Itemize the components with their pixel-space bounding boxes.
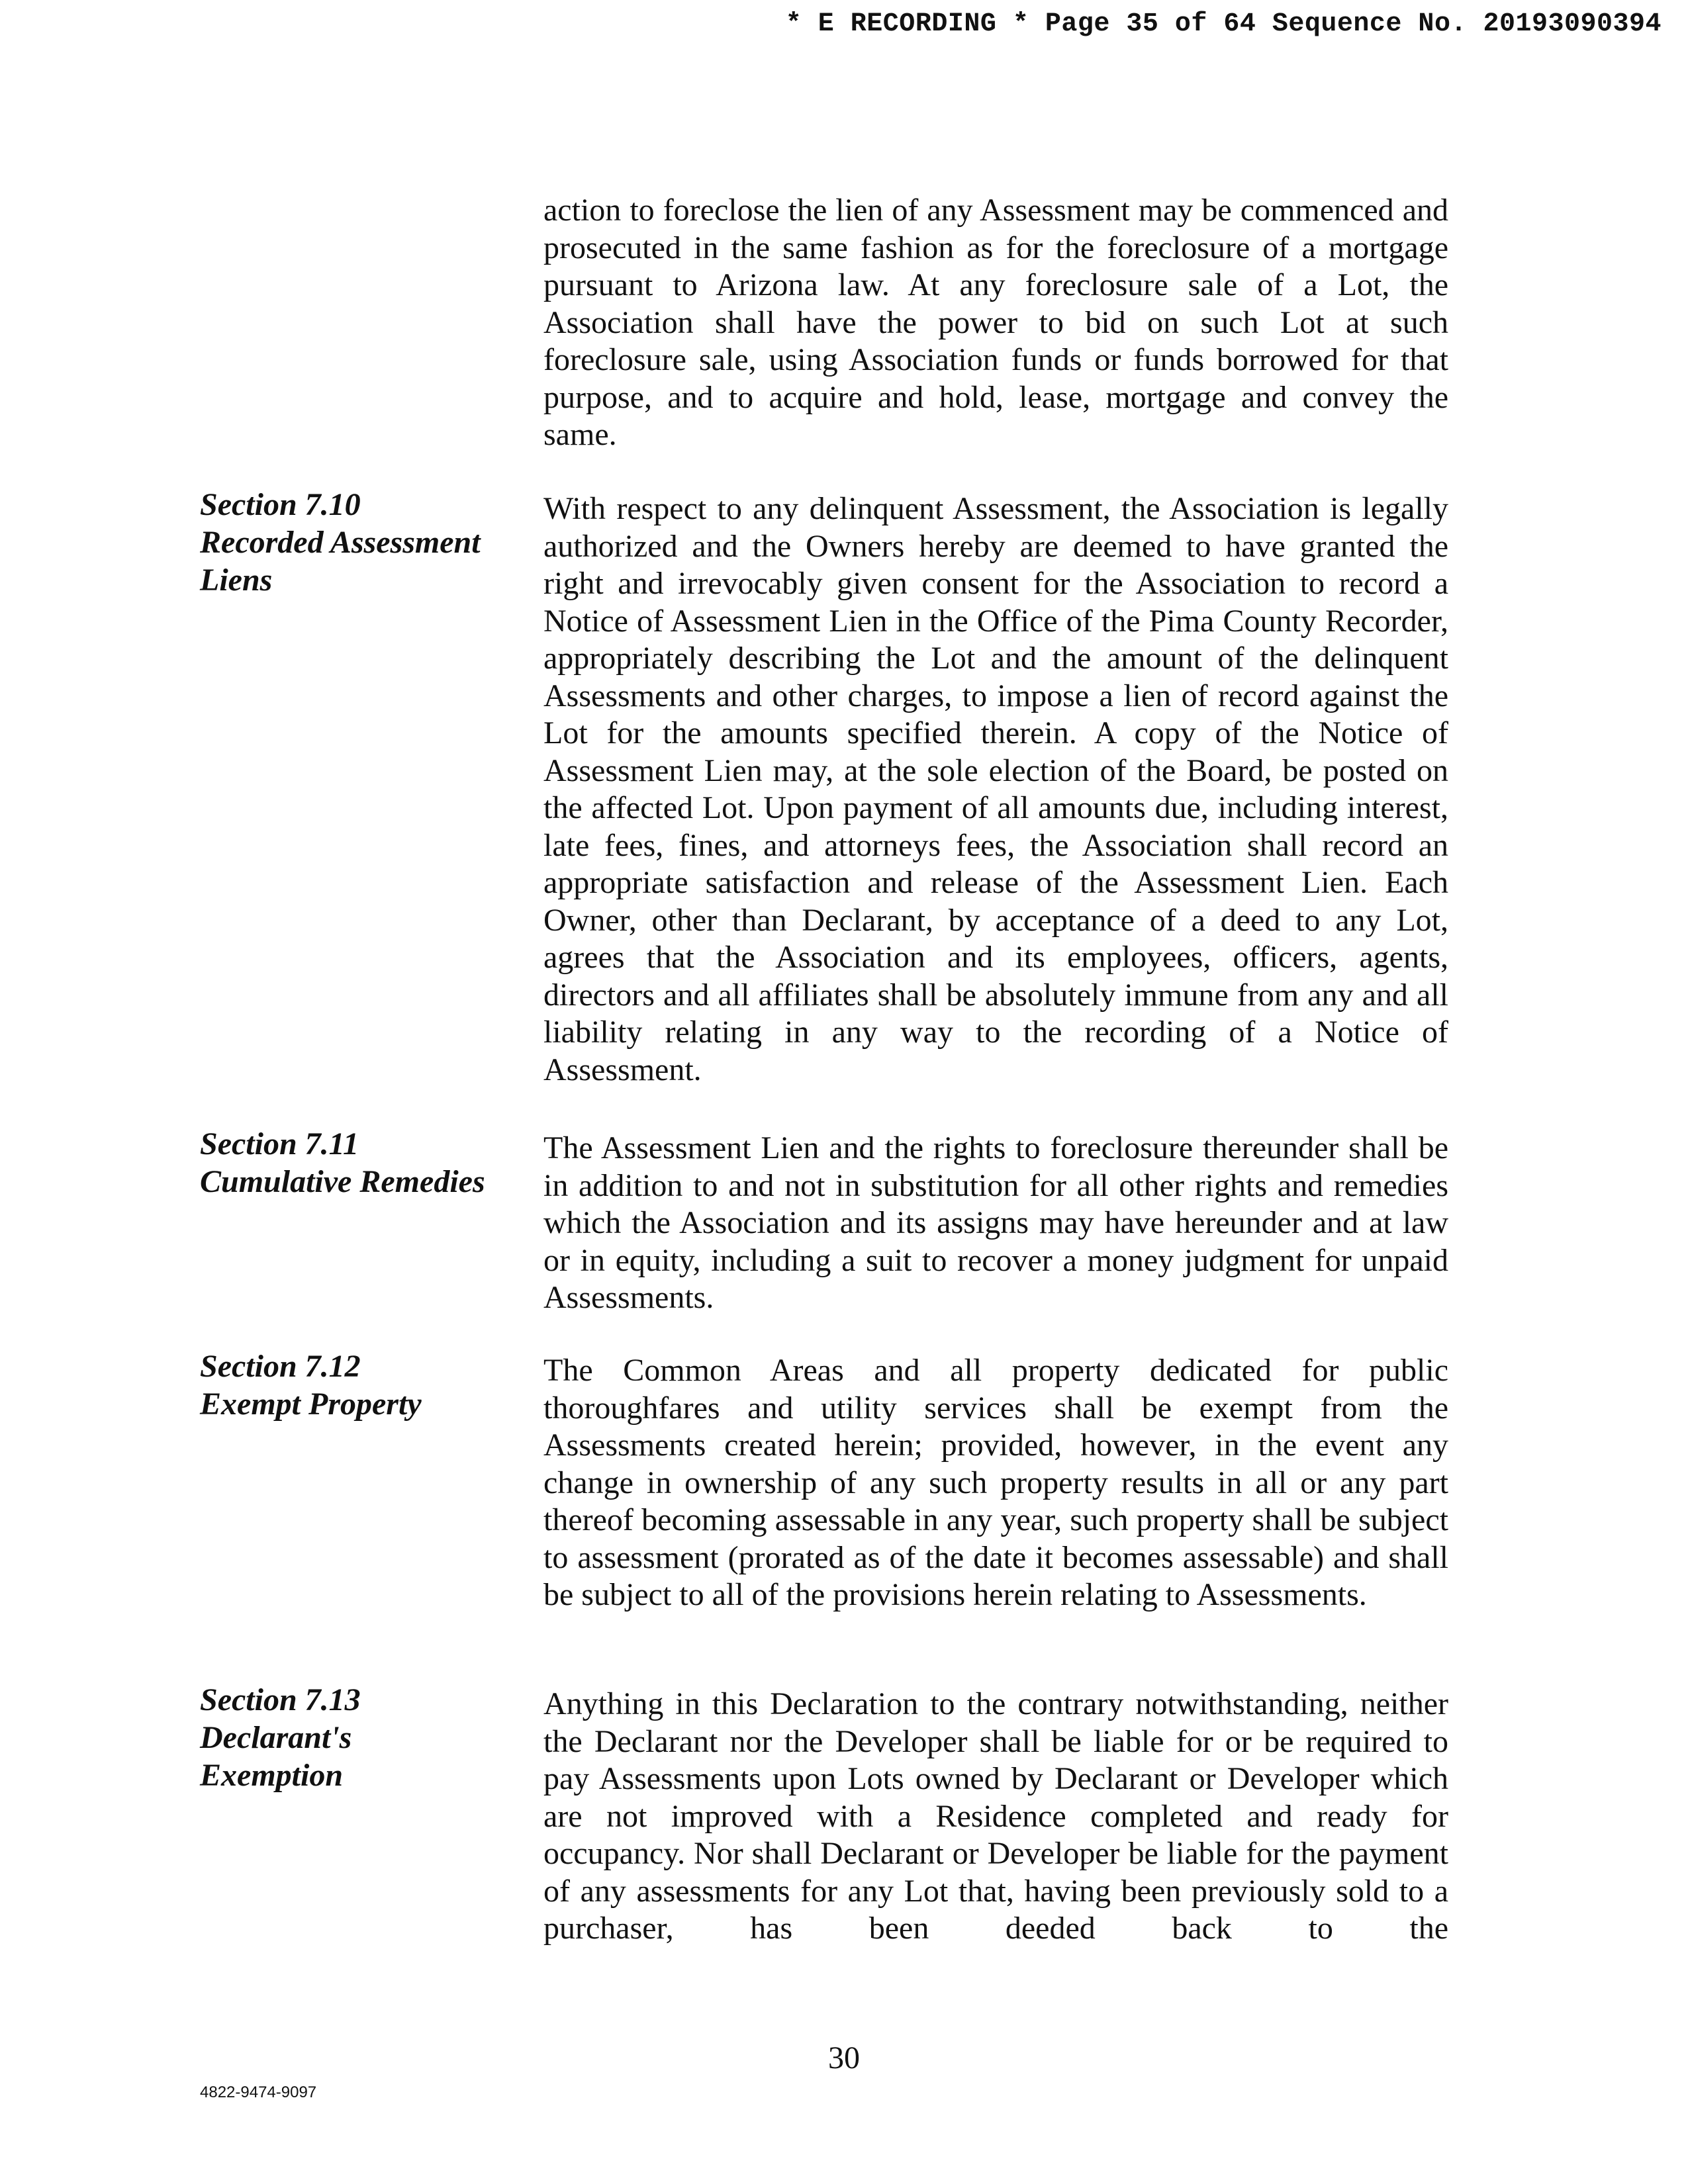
- continuation-paragraph: action to foreclose the lien of any Assessment may be commenced and prosecuted in the same fashion as for the foreclosure of a mortgage pursuant to Arizona law. At any foreclosure sale of a Lot, the Association shall have the power to bid on such Lot at such foreclosure sale, using Association funds or funds borrowed for that purpose, and to acquire and hold, lease, mortgage and convey the same.: [543, 193, 1448, 452]
- section-7-10-heading: [200, 486, 511, 599]
- section-number: Section 7.12: [200, 1349, 361, 1384]
- document-id: 4822-9474-9097: [200, 2083, 317, 2101]
- section-number: Section 7.11: [200, 1126, 359, 1161]
- section-title-line: Cumulative Remedies: [200, 1164, 485, 1199]
- page-number: 30: [828, 2040, 860, 2075]
- section-7-11-paragraph: The Assessment Lien and the rights to foreclosure thereunder shall be in addition to and not in substitution for all other rights and remedies which the Association and its assigns may have hereunder and at law or in equity, including a suit to recover a money judgment for unpaid Assessments.: [543, 1130, 1448, 1315]
- section-7-10-paragraph: With respect to any delinquent Assessment, the Association is legally authorized and the Owners hereby are deemed to have granted the right and irrevocably given consent for the Association to record a Notice of Assessment Lien in the Office of the Pima County Recorder, appropriately describing the Lot and the amount of the delinquent Assessments and other charges, to impose a lien of record against the Lot for the amounts specified therein. A copy of the Notice of Assessment Lien may, at the sole election of the Board, be posted on the affected Lot. Upon payment of all amounts due, including interest, late fees, fines, and attorneys fees, the Association shall record an appropriate satisfaction and release of the Assessment Lien. Each Owner, other than Declarant, by acceptance of a deed to any Lot, agrees that the Association and its employees, officers, agents, directors and all affiliates shall be absolutely immune from any and all liability relating in any way to the recording of a Notice of Assessment.: [543, 491, 1448, 1087]
- section-7-12-heading: [200, 1347, 511, 1423]
- section-title-line: Exemption: [200, 1758, 344, 1793]
- section-7-11-heading: [200, 1125, 511, 1201]
- section-7-13-paragraph: Anything in this Declaration to the contrary notwithstanding, neither the Declarant nor the Developer shall be liable for or be required to pay Assessments upon Lots owned by Declarant or Developer which are not improved with a Residence completed and ready for occupancy. Nor shall Declarant or Developer be liable for the payment of any assessments for any Lot that, having been previously sold to a purchaser, has been deeded back to the: [543, 1686, 1448, 1946]
- section-title-line: Exempt Property: [200, 1387, 422, 1422]
- section-title-line: Recorded Assessment: [200, 525, 481, 560]
- section-7-13-heading: [200, 1681, 511, 1794]
- section-number: Section 7.10: [200, 487, 361, 522]
- section-title-line: Liens: [200, 563, 273, 598]
- section-number: Section 7.13: [200, 1682, 361, 1717]
- recording-header-stamp: * E RECORDING * Page 35 of 64 Sequence No. 20193090394: [785, 9, 1662, 39]
- section-title-line: Declarant's: [200, 1720, 352, 1755]
- section-7-12-paragraph: The Common Areas and all property dedicated for public thoroughfares and utility services shall be exempt from the Assessments created herein; provided, however, in the event any change in ownership of any such property results in all or any part thereof becoming assessable in any year, such property shall be subject to assessment (prorated as of the date it becomes assessable) and shall be subject to all of the provisions herein relating to Assessments.: [543, 1353, 1448, 1612]
